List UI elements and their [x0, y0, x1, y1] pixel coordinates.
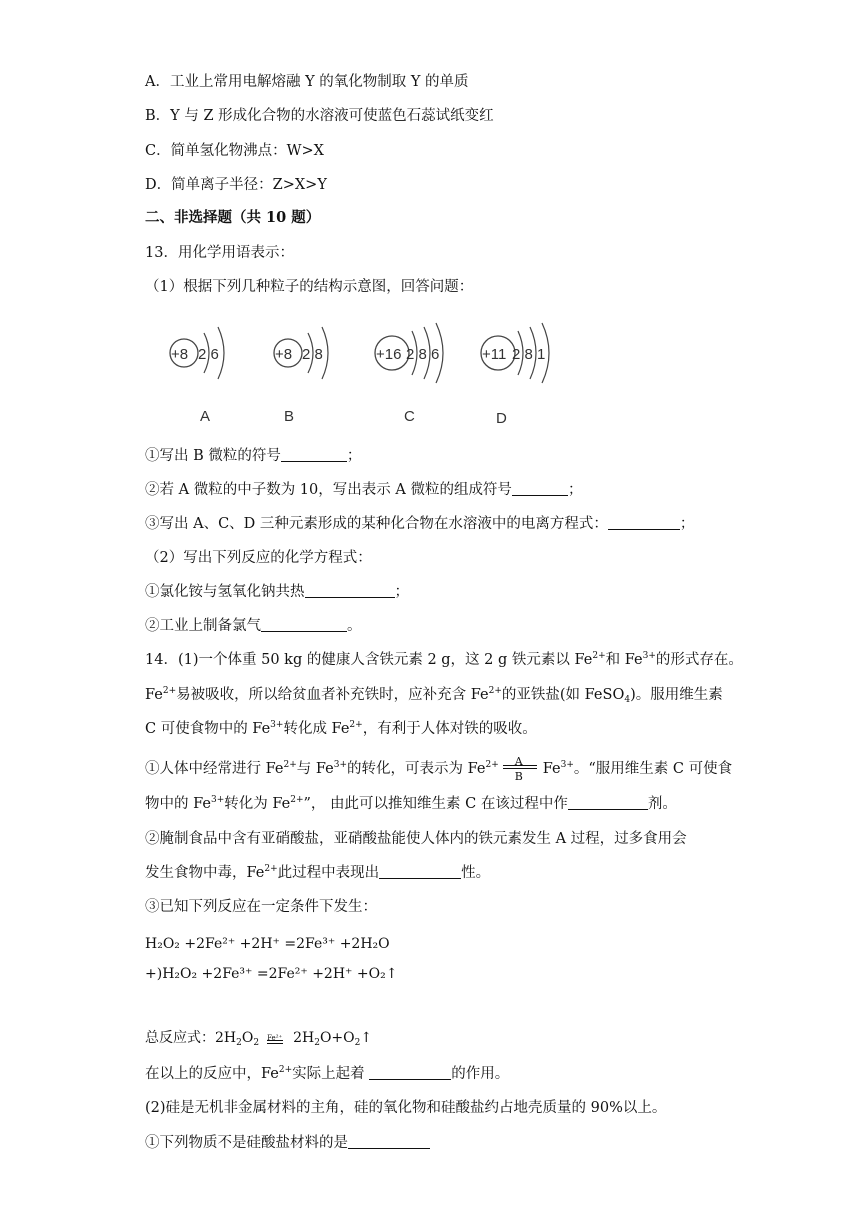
atom-b-label: B — [284, 408, 295, 425]
answer-blank[interactable] — [305, 583, 395, 598]
q13-part1: （1）根据下列几种粒子的结构示意图，回答问题： — [145, 279, 474, 295]
atom-d-shells: 2 8 1 — [512, 346, 546, 363]
atom-b-nucleus: +8 — [275, 346, 293, 363]
atom-a-label: A — [200, 408, 211, 425]
answer-blank[interactable] — [512, 481, 568, 496]
q13-item3: ③写出 A、C、D 三种元素形成的某种化合物在水溶液中的电离方程式： ； — [145, 516, 695, 532]
answer-blank[interactable] — [348, 1134, 430, 1149]
q14-line9: 在以上的反应中，$Fe^{2+}$实际上起着 的作用。 — [145, 1065, 510, 1082]
answer-blank[interactable] — [379, 864, 461, 879]
section-heading: 二、非选择题（共 10 题） — [145, 209, 321, 226]
q14-line1: 14．(1)一个体重 50 kg 的健康人含铁元素 2 g，这 2 g 铁元素以 $Fe^{2+}$和 $Fe^{3+}$的形式存在。 — [145, 651, 743, 668]
atom-c-nucleus: +16 — [376, 346, 402, 363]
total-reaction: 总反应式：$2H_2O_2$ Fe²⁺ $2H_2O+O_2↑$ — [145, 1030, 373, 1048]
q14-line6: ②腌制食品中含有亚硝酸盐，亚硝酸盐能使人体内的铁元素发生 A 过程，过多食用会 — [145, 831, 687, 847]
q14-line3: C 可使食物中的 $Fe^{3+}$转化成 $Fe^{2+}$，有利于人体对铁的吸收。 — [145, 720, 537, 737]
q13-part2: （2）写出下列反应的化学方程式： — [145, 550, 372, 566]
answer-blank[interactable] — [608, 515, 680, 530]
q13-item2: ②若 A 微粒的中子数为 10，写出表示 A 微粒的组成符号 ； — [145, 482, 583, 498]
atom-a-shells: 2 6 — [198, 346, 219, 363]
atom-a-nucleus: +8 — [171, 346, 189, 363]
answer-blank[interactable] — [281, 447, 347, 462]
answer-blank[interactable] — [261, 617, 347, 632]
reversible-arrow: $\frac{A}{B}$ — [503, 757, 539, 777]
q13-reaction1: ①氯化铵与氢氧化钠共热 ； — [145, 584, 409, 600]
atom-c-shells: 2 8 6 — [406, 346, 440, 363]
q14-line2: $Fe^{2+}$易被吸收，所以给贫血者补充铁时，应补充含 $Fe^{2+}$的亚铁盐(如 FeSO$_4$)。服用维生素 — [145, 686, 723, 705]
q13-item1: ①写出 B 微粒的符号 ； — [145, 448, 362, 464]
atom-a — [170, 327, 224, 425]
equation-2: +)H₂O₂ +2Fe³⁺ =2Fe²⁺ +2H⁺ +O₂↑ — [145, 966, 398, 982]
atom-c — [375, 323, 443, 425]
q14-line8: ③已知下列反应在一定条件下发生： — [145, 899, 377, 915]
q14-line4: ①人体中经常进行 $Fe^{2+}$与 $Fe^{3+}$的转化，可表示为 $Fe^{2+}$ $\frac{A}{B}$ $Fe^{3+}$。“服用维生素 C 可使食 — [145, 755, 733, 783]
answer-blank[interactable] — [369, 1065, 451, 1080]
atom-diagrams-svg — [160, 315, 580, 435]
atom-d-nucleus: +11 — [482, 346, 507, 363]
option-b: B．Y 与 Z 形成化合物的水溶液可使蓝色石蕊试纸变红 — [145, 108, 494, 124]
atom-c-label: C — [404, 408, 415, 425]
option-a: A．工业上常用电解熔融 Y 的氧化物制取 Y 的单质 — [145, 74, 469, 90]
atom-b-shells: 2 8 — [302, 346, 323, 363]
atom-d-label: D — [496, 410, 507, 427]
q13-reaction2: ②工业上制备氯气 。 — [145, 618, 362, 634]
atom-d — [481, 323, 549, 427]
q14-line11: ①下列物质不是硅酸盐材料的是 — [145, 1133, 430, 1153]
answer-blank[interactable] — [568, 795, 648, 810]
q13-title: 13．用化学用语表示： — [145, 245, 294, 261]
equation-1: H₂O₂ +2Fe²⁺ +2H⁺ =2Fe³⁺ +2H₂O — [145, 936, 390, 952]
q14-line7: 发生食物中毒，$Fe^{2+}$此过程中表现出 性。 — [145, 864, 491, 881]
atom-b — [274, 327, 328, 425]
q14-line5: 物中的 $Fe^{3+}$转化为 $Fe^{2+}$”， 由此可以推知维生素 C 在该过程中作 剂。 — [145, 795, 677, 812]
q14-line10: (2)硅是无机非金属材料的主角，硅的氧化物和硅酸盐约占地壳质量的 90%以上。 — [145, 1100, 667, 1116]
atom-structure-diagram — [160, 315, 580, 435]
option-d: D．简单离子半径：Z>X>Y — [145, 177, 327, 193]
option-c: C．简单氢化物沸点：W>X — [145, 143, 324, 159]
